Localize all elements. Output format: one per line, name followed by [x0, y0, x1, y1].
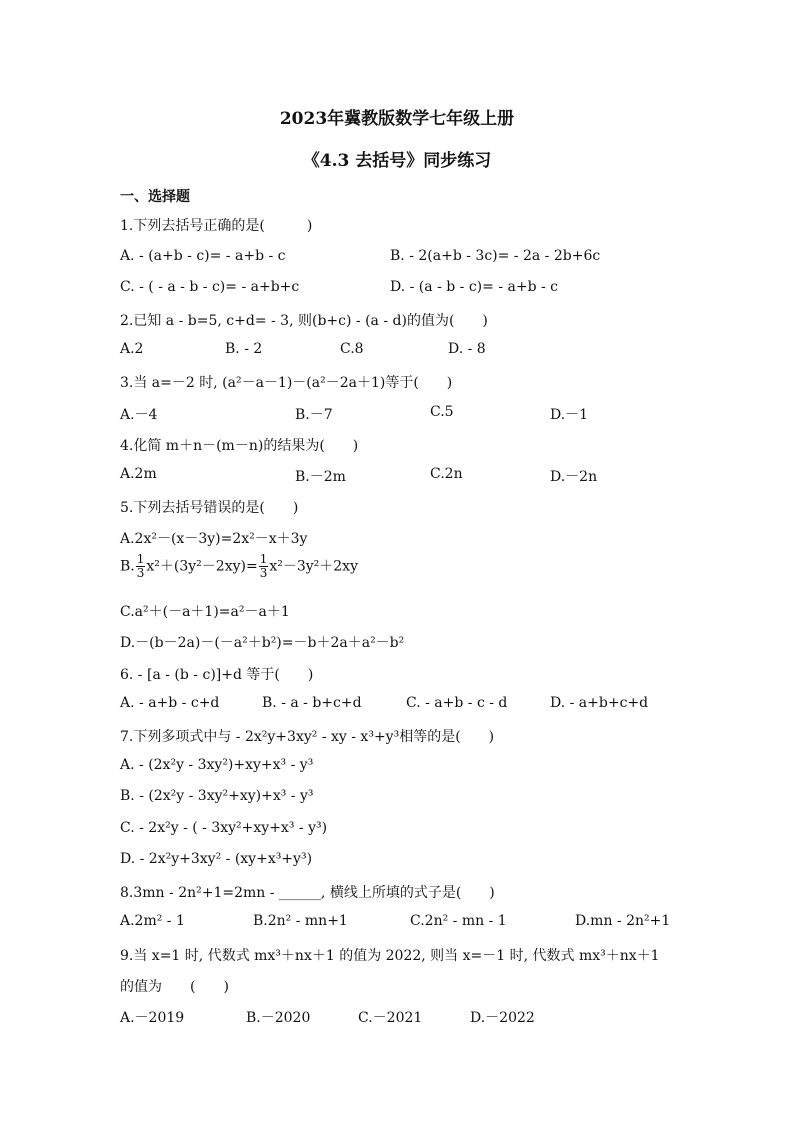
section-heading: 一、选择题: [120, 189, 190, 205]
option-d: D.mn - 2n²+1: [575, 913, 671, 929]
option-a: A.2: [120, 341, 144, 357]
question-stem: 7.下列多项式中与 - 2x²y+3xy² - xy - x³+y³相等的是( ): [120, 729, 495, 745]
question-stem: 8.3mn - 2n²+1=2mn - ______, 横线上所填的式子是( ): [120, 885, 495, 901]
question-stem: 2.已知 a - b=5, c+d= - 3, 则(b+c) - (a - d)的值为( ): [120, 313, 488, 329]
option-a: A.－2019: [120, 1010, 185, 1026]
document-subtitle: 《4.3 去括号》同步练习: [302, 151, 492, 171]
option-b: [120, 553, 358, 580]
question-stem: 3.当 a=－2 时, (a²－a－1)－(a²－2a＋1)等于( ): [120, 375, 453, 391]
option-b-prefix: B.: [120, 558, 135, 575]
option-d: D.－1: [550, 407, 589, 423]
option-b: B.－2m: [295, 469, 346, 485]
option-c: C.2n² - mn - 1: [410, 913, 507, 929]
fraction-numerator: 1: [259, 552, 268, 566]
option-d: D. - (a - b - c)= - a+b - c: [390, 279, 559, 295]
option-a: A.2m: [120, 466, 157, 482]
option-b: B. - 2: [225, 341, 263, 357]
option-c: C.a²＋(－a＋1)=a²－a＋1: [120, 604, 290, 620]
option-a: A.－4: [120, 407, 158, 423]
option-d: D.－2022: [470, 1010, 535, 1026]
option-c: C. - a+b - c - d: [406, 695, 508, 711]
option-a: A. - (a+b - c)= - a+b - c: [120, 248, 286, 264]
fraction-denominator: 3: [259, 566, 268, 580]
fraction: [136, 553, 146, 580]
option-b: B. - a - b+c+d: [262, 695, 362, 711]
fraction-denominator: 3: [136, 566, 145, 580]
option-c: C.5: [430, 404, 454, 420]
option-c: C.8: [340, 341, 364, 357]
option-c: C. - 2x²y - ( - 3xy²+xy+x³ - y³): [120, 820, 328, 836]
question-stem: 5.下列去括号错误的是( ): [120, 500, 299, 516]
option-a: A.2m² - 1: [120, 913, 185, 929]
question-stem: 1.下列去括号正确的是( ): [120, 218, 313, 234]
option-b: B. - (2x²y - 3xy²+xy)+x³ - y³: [120, 788, 314, 804]
fraction: [259, 553, 269, 580]
option-b: B. - 2(a+b - 3c)= - 2a - 2b+6c: [390, 248, 601, 264]
option-c: C.2n: [430, 466, 463, 482]
option-a: A. - (2x²y - 3xy²)+xy+x³ - y³: [120, 757, 314, 773]
option-a: A. - a+b - c+d: [120, 695, 220, 711]
question-stem: 9.当 x=1 时, 代数式 mx³＋nx＋1 的值为 2022, 则当 x=－1 时, 代数式 mx³＋nx＋1: [120, 948, 660, 964]
option-d: D.－2n: [550, 469, 598, 485]
option-b-middle: x²＋(3y²－2xy)=: [146, 558, 258, 575]
document-title: 2023年冀教版数学七年级上册: [279, 109, 515, 129]
option-c: C.－2021: [358, 1010, 423, 1026]
question-stem: 4.化简 m＋n－(m－n)的结果为( ): [120, 438, 359, 454]
option-a: A.2x²－(x－3y)=2x²－x＋3y: [120, 531, 308, 547]
option-b: B.－2020: [246, 1010, 311, 1026]
option-b: B.－7: [295, 407, 333, 423]
fraction-numerator: 1: [136, 552, 145, 566]
question-stem: 6. - [a - (b - c)]+d 等于( ): [120, 667, 314, 683]
option-b: B.2n² - mn+1: [253, 913, 348, 929]
option-b-suffix: x²－3y²＋2xy: [269, 558, 358, 575]
question-stem-continued: 的值为 ( ): [120, 979, 229, 995]
option-c: C. - ( - a - b - c)= - a+b+c: [120, 279, 300, 295]
option-d: D. - a+b+c+d: [550, 695, 649, 711]
option-d: D. - 8: [448, 341, 486, 357]
option-d: D. - 2x²y+3xy² - (xy+x³+y³): [120, 851, 313, 867]
option-d: D.－(b－2a)－(－a²＋b²)=－b＋2a＋a²－b²: [120, 635, 405, 651]
